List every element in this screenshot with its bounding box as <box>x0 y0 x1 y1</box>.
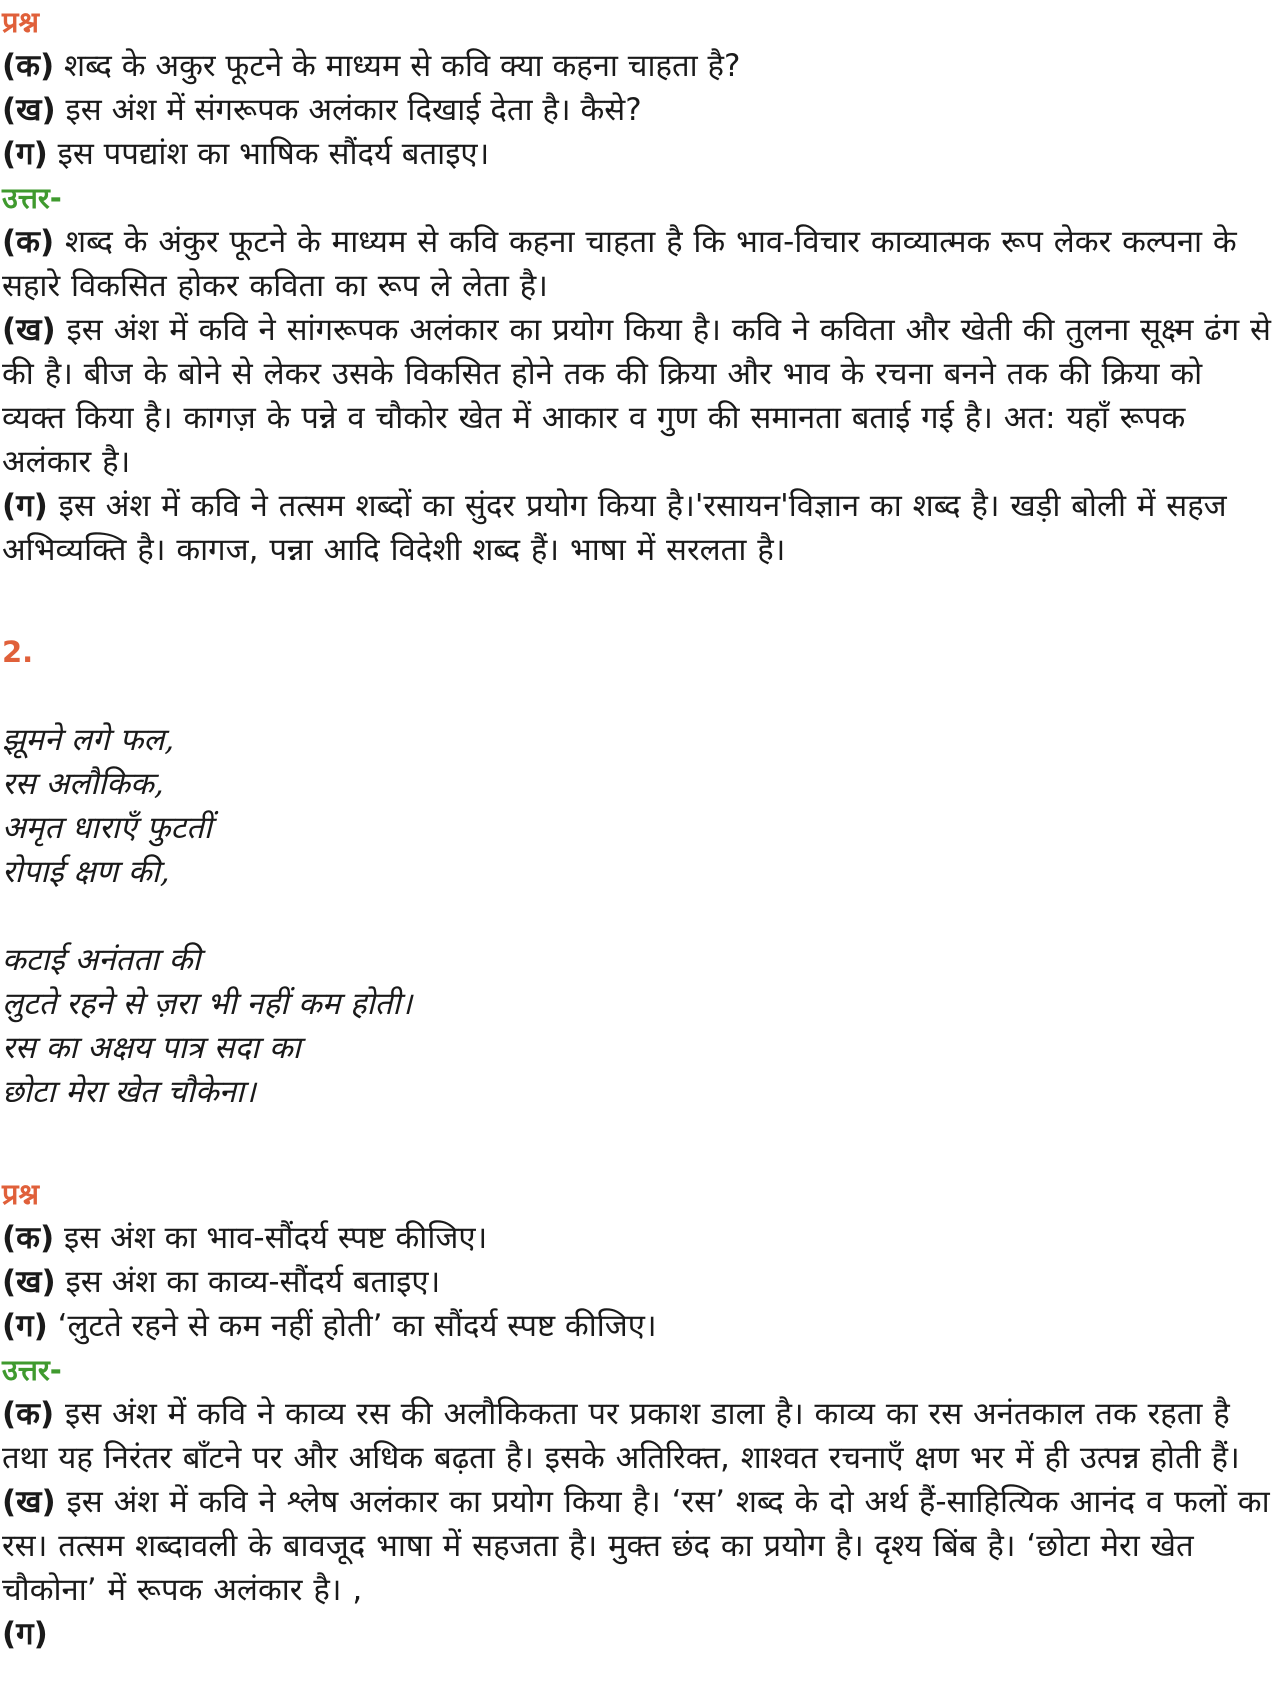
question-ga <box>2 1304 1275 1348</box>
poem-line: रस अलौकिक, <box>2 766 164 802</box>
question-marker: (ख) <box>2 92 56 128</box>
answer-ka <box>2 1392 1275 1480</box>
question-text: इस पपद्यांश का भाषिक सौंदर्य बताइए। <box>47 136 490 172</box>
answer-kha <box>2 1480 1275 1612</box>
poem-stanza-1 <box>2 718 1275 894</box>
answer-marker: (ग) <box>2 488 48 524</box>
section-number: 2. <box>2 635 34 669</box>
answer-heading: उत्तर- <box>2 1353 62 1387</box>
question-marker: (क) <box>2 1220 55 1256</box>
spacer <box>2 572 1275 630</box>
poem-stanza-2 <box>2 938 1275 1114</box>
spacer <box>2 1114 1275 1172</box>
answer-text: इस अंश में कवि ने तत्सम शब्दों का सुंदर प्रयोग किया है।'रसायन'विज्ञान का शब्द है। खड़ी बोली में सहज अभिव्यक्ति है। कागज, पन्ना आदि विदेशी शब्द हैं। भाषा में सरलता है। <box>2 488 1227 568</box>
question-text: शब्द के अकुर फूटने के माध्यम से कवि क्या कहना चाहता है? <box>54 48 741 84</box>
poem-line: रस का अक्षय पात्र सदा का <box>2 1030 301 1066</box>
poem-line: कटाई अनंतता की <box>2 942 201 978</box>
poem-line: झूमने लगे फल, <box>2 722 175 758</box>
answer-marker: (क) <box>2 1396 55 1432</box>
answer-text: इस अंश में कवि ने सांगरूपक अलंकार का प्रयोग किया है। कवि ने कविता और खेती की तुलना सूक्ष्म ढंग से की है। बीज के बोने से लेकर उसके विकसित होने तक की क्रिया और भाव के रचना बनने तक की क्रिया को व्यक्त किया है। कागज़ के पन्ने व चौकोर खेत में आकार व गुण की समानता बताई गई है। अत: यहाँ रूपक अलंकार है। <box>2 312 1271 480</box>
question-text: इस अंश में संगरूपक अलंकार दिखाई देता है। कैसे? <box>55 92 642 128</box>
answer-kha <box>2 308 1275 484</box>
answer-text: शब्द के अंकुर फूटने के माध्यम से कवि कहना चाहता है कि भाव-विचार काव्यात्मक रूप लेकर कल्पना के सहारे विकसित होकर कविता का रूप ले लेता है। <box>2 224 1237 304</box>
question-ka <box>2 44 1275 88</box>
question-text: ‘लुटते रहने से कम नहीं होती’ का सौंदर्य स्पष्ट कीजिए। <box>47 1308 657 1344</box>
question-marker: (ख) <box>2 1264 56 1300</box>
spacer <box>2 894 1275 938</box>
answer-marker: (ख) <box>2 1484 56 1520</box>
poem-line: छोटा मेरा खेत चौकेना। <box>2 1074 256 1110</box>
question-heading: प्रश्न <box>2 5 40 39</box>
question-ga <box>2 132 1275 176</box>
answer-marker: (ग) <box>2 1616 48 1652</box>
question-marker: (क) <box>2 48 55 84</box>
question-text: इस अंश का भाव-सौंदर्य स्पष्ट कीजिए। <box>54 1220 488 1256</box>
poem-line: रोपाई क्षण की, <box>2 854 170 890</box>
answer-ga <box>2 1612 1275 1656</box>
answer-heading: उत्तर- <box>2 181 62 215</box>
spacer <box>2 674 1275 718</box>
poem-line: लुटते रहने से ज़रा भी नहीं कम होती। <box>2 986 413 1022</box>
answer-marker: (ख) <box>2 312 56 348</box>
question-kha <box>2 88 1275 132</box>
question-marker: (ग) <box>2 1308 48 1344</box>
answer-ga <box>2 484 1275 572</box>
answer-marker: (क) <box>2 224 55 260</box>
question-ka <box>2 1216 1275 1260</box>
answer-text: इस अंश में कवि ने काव्य रस की अलौकिकता पर प्रकाश डाला है। काव्य का रस अनंतकाल तक रहता है तथा यह निरंतर बाँटने पर और अधिक बढ़ता है। इसके अतिरिक्त, शाश्वत रचनाएँ क्षण भर में ही उत्पन्न होती हैं। <box>2 1396 1240 1476</box>
question-heading: प्रश्न <box>2 1177 40 1211</box>
answer-ka <box>2 220 1275 308</box>
question-text: इस अंश का काव्य-सौंदर्य बताइए। <box>55 1264 441 1300</box>
poem-line: अमृत धाराएँ फुटतीं <box>2 810 212 846</box>
question-kha <box>2 1260 1275 1304</box>
question-marker: (ग) <box>2 136 48 172</box>
answer-text: इस अंश में कवि ने श्लेष अलंकार का प्रयोग किया है। ‘रस’ शब्द के दो अर्थ हैं-साहित्यिक आनंद व फलों का रस। तत्सम शब्दावली के बावजूद भाषा में सहजता है। मुक्त छंद का प्रयोग है। दृश्य बिंब है। ‘छोटा मेरा खेत चौकोना’ में रूपक अलंकार है। , <box>2 1484 1270 1608</box>
